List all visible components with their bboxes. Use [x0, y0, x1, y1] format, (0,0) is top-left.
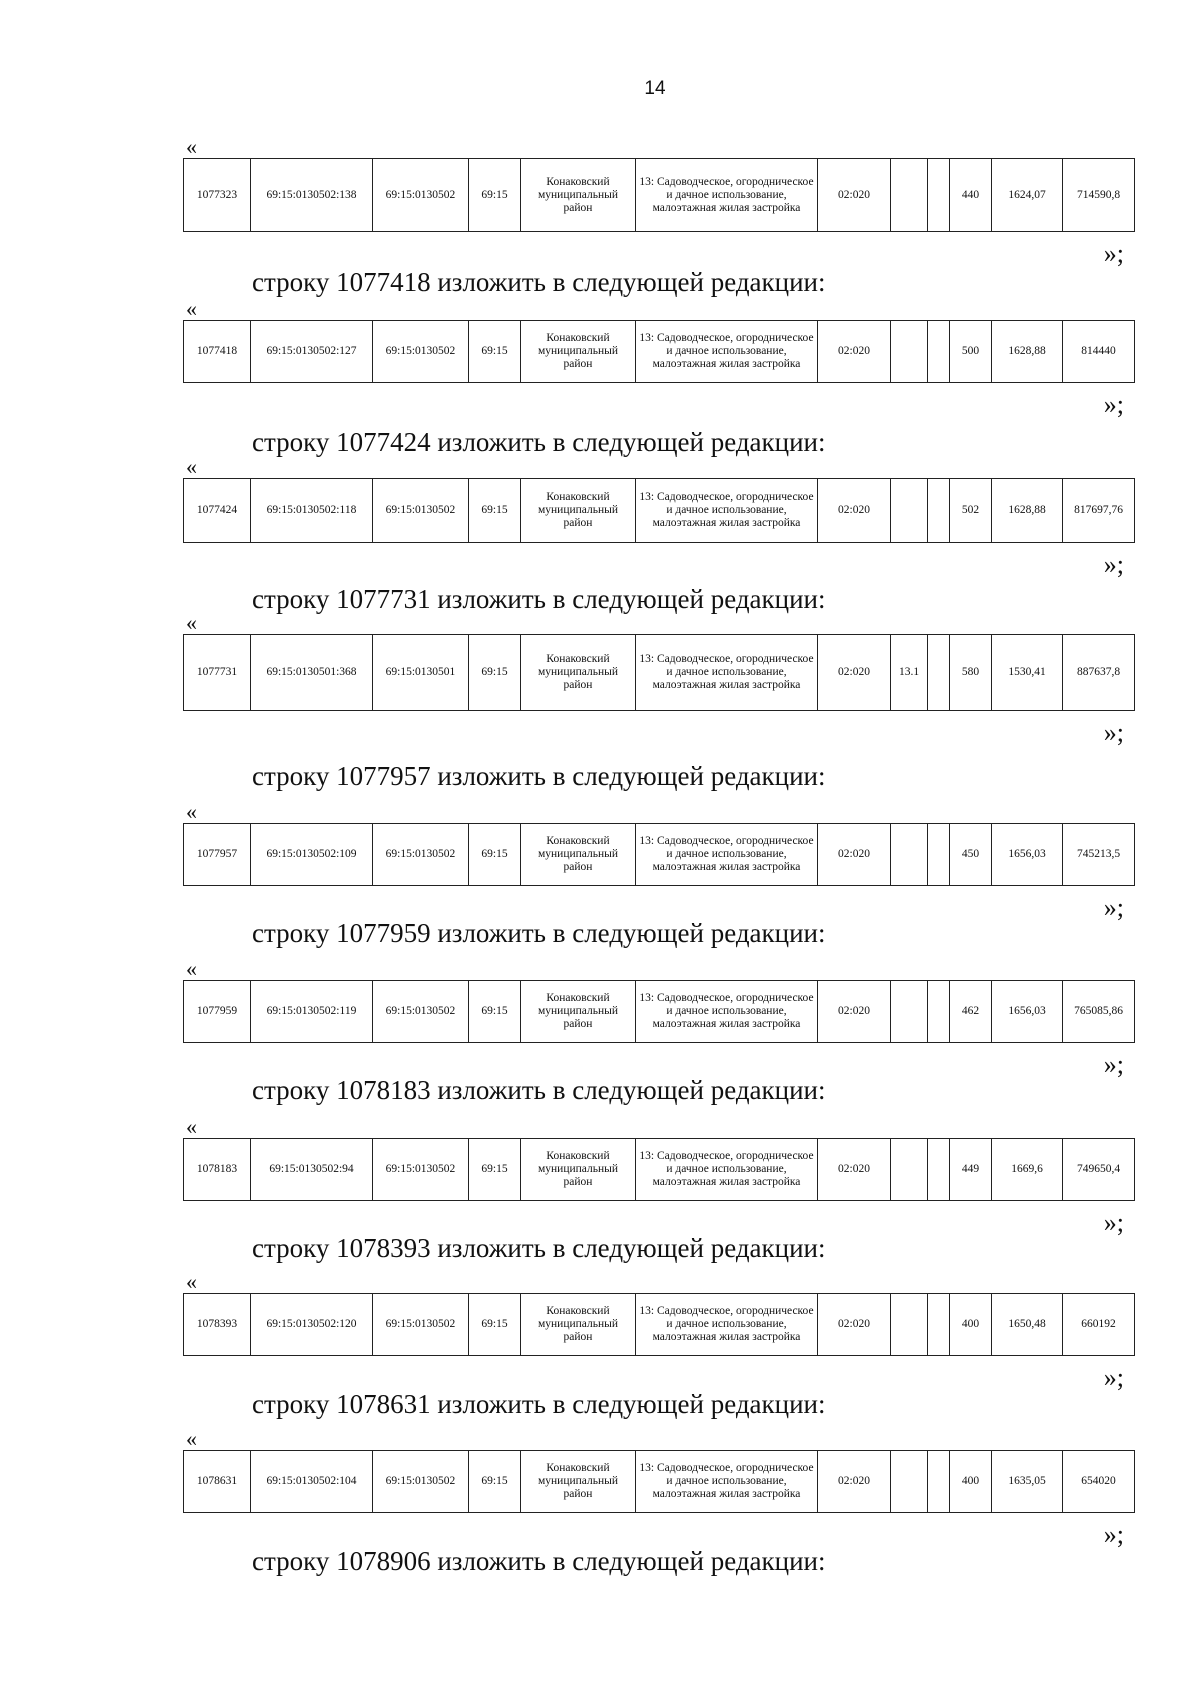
open-quote: « — [186, 454, 197, 479]
cell-extra2 — [928, 981, 950, 1043]
cell-value: 817697,76 — [1063, 479, 1135, 543]
cell-cad: 69:15:0130502:138 — [251, 159, 373, 232]
cell-district: 69:15 — [469, 824, 521, 886]
cell-district: 69:15 — [469, 321, 521, 383]
table-row — [184, 824, 1135, 886]
close-quote: »; — [1103, 1363, 1124, 1392]
cell-rate: 1628,88 — [992, 321, 1063, 383]
cell-code: 02:020 — [818, 159, 891, 232]
row-heading: строку 1078393 изложить в следующей редакции: — [252, 1233, 826, 1263]
cell-code: 02:020 — [818, 1139, 891, 1201]
cell-municipality: Конаковский муниципальный район — [521, 1139, 636, 1201]
open-quote: « — [186, 134, 197, 159]
cell-use: 13: Садоводческое, огородническое и дачное использование, малоэтажная жилая застройка — [636, 479, 818, 543]
cell-municipality: Конаковский муниципальный район — [521, 1294, 636, 1356]
cell-extra1 — [891, 824, 928, 886]
cell-value: 814440 — [1063, 321, 1135, 383]
cell-district: 69:15 — [469, 479, 521, 543]
cell-area: 462 — [950, 981, 992, 1043]
open-quote: « — [186, 956, 197, 981]
cell-rate: 1669,6 — [992, 1139, 1063, 1201]
cell-quarter: 69:15:0130501 — [373, 635, 469, 711]
close-quote: »; — [1103, 893, 1124, 922]
cell-value: 654020 — [1063, 1451, 1135, 1513]
cell-value: 745213,5 — [1063, 824, 1135, 886]
cell-use: 13: Садоводческое, огородническое и дачное использование, малоэтажная жилая застройка — [636, 824, 818, 886]
table-row — [184, 635, 1135, 711]
cell-value: 887637,8 — [1063, 635, 1135, 711]
table-row — [184, 479, 1135, 543]
cell-cad: 69:15:0130502:127 — [251, 321, 373, 383]
open-quote: « — [186, 296, 197, 321]
cell-id: 1078183 — [184, 1139, 251, 1201]
page-number: 14 — [644, 78, 666, 99]
cell-municipality: Конаковский муниципальный район — [521, 635, 636, 711]
data-table — [183, 1293, 1135, 1356]
cell-quarter: 69:15:0130502 — [373, 1451, 469, 1513]
cell-area: 580 — [950, 635, 992, 711]
cell-cad: 69:15:0130502:94 — [251, 1139, 373, 1201]
cell-rate: 1628,88 — [992, 479, 1063, 543]
cell-extra2 — [928, 1139, 950, 1201]
cell-rate: 1635,05 — [992, 1451, 1063, 1513]
cell-extra1 — [891, 1294, 928, 1356]
cell-municipality: Конаковский муниципальный район — [521, 824, 636, 886]
row-heading: строку 1078631 изложить в следующей редакции: — [252, 1389, 826, 1419]
open-quote: « — [186, 1426, 197, 1451]
cell-extra2 — [928, 824, 950, 886]
cell-area: 500 — [950, 321, 992, 383]
cell-use: 13: Садоводческое, огородническое и дачное использование, малоэтажная жилая застройка — [636, 981, 818, 1043]
close-quote: »; — [1103, 718, 1124, 747]
row-heading: строку 1077957 изложить в следующей редакции: — [252, 761, 826, 791]
cell-use: 13: Садоводческое, огородническое и дачное использование, малоэтажная жилая застройка — [636, 321, 818, 383]
cell-area: 400 — [950, 1451, 992, 1513]
cell-area: 400 — [950, 1294, 992, 1356]
cell-value: 765085,86 — [1063, 981, 1135, 1043]
data-table — [183, 823, 1135, 886]
cell-code: 02:020 — [818, 824, 891, 886]
cell-use: 13: Садоводческое, огородническое и дачное использование, малоэтажная жилая застройка — [636, 1451, 818, 1513]
cell-quarter: 69:15:0130502 — [373, 981, 469, 1043]
cell-extra2 — [928, 1294, 950, 1356]
cell-cad: 69:15:0130502:120 — [251, 1294, 373, 1356]
cell-cad: 69:15:0130502:118 — [251, 479, 373, 543]
open-quote: « — [186, 610, 197, 635]
cell-district: 69:15 — [469, 1451, 521, 1513]
cell-extra2 — [928, 321, 950, 383]
open-quote: « — [186, 1269, 197, 1294]
cell-use: 13: Садоводческое, огородническое и дачное использование, малоэтажная жилая застройка — [636, 1294, 818, 1356]
close-quote: »; — [1103, 1208, 1124, 1237]
cell-area: 449 — [950, 1139, 992, 1201]
row-heading: строку 1077959 изложить в следующей редакции: — [252, 918, 826, 948]
cell-extra1 — [891, 1139, 928, 1201]
cell-code: 02:020 — [818, 1451, 891, 1513]
cell-municipality: Конаковский муниципальный район — [521, 479, 636, 543]
cell-rate: 1656,03 — [992, 824, 1063, 886]
cell-use: 13: Садоводческое, огородническое и дачное использование, малоэтажная жилая застройка — [636, 1139, 818, 1201]
cell-district: 69:15 — [469, 1294, 521, 1356]
cell-id: 1077959 — [184, 981, 251, 1043]
cell-district: 69:15 — [469, 981, 521, 1043]
cell-quarter: 69:15:0130502 — [373, 824, 469, 886]
row-heading: строку 1077424 изложить в следующей редакции: — [252, 427, 826, 457]
cell-id: 1077418 — [184, 321, 251, 383]
table-row — [184, 159, 1135, 232]
cell-value: 749650,4 — [1063, 1139, 1135, 1201]
final-heading: строку 1078906 изложить в следующей редакции: — [252, 1546, 826, 1576]
cell-municipality: Конаковский муниципальный район — [521, 159, 636, 232]
cell-cad: 69:15:0130502:104 — [251, 1451, 373, 1513]
cell-extra1: 13.1 — [891, 635, 928, 711]
cell-extra1 — [891, 1451, 928, 1513]
cell-cad: 69:15:0130502:109 — [251, 824, 373, 886]
cell-municipality: Конаковский муниципальный район — [521, 321, 636, 383]
cell-municipality: Конаковский муниципальный район — [521, 981, 636, 1043]
cell-rate: 1650,48 — [992, 1294, 1063, 1356]
cell-id: 1077323 — [184, 159, 251, 232]
cell-value: 714590,8 — [1063, 159, 1135, 232]
table-row — [184, 321, 1135, 383]
cell-district: 69:15 — [469, 159, 521, 232]
data-table — [183, 634, 1135, 711]
open-quote: « — [186, 1114, 197, 1139]
cell-use: 13: Садоводческое, огородническое и дачное использование, малоэтажная жилая застройка — [636, 635, 818, 711]
close-quote: »; — [1103, 239, 1124, 268]
cell-municipality: Конаковский муниципальный район — [521, 1451, 636, 1513]
cell-code: 02:020 — [818, 635, 891, 711]
cell-id: 1077731 — [184, 635, 251, 711]
cell-quarter: 69:15:0130502 — [373, 1294, 469, 1356]
cell-code: 02:020 — [818, 479, 891, 543]
cell-extra1 — [891, 479, 928, 543]
cell-rate: 1530,41 — [992, 635, 1063, 711]
cell-quarter: 69:15:0130502 — [373, 159, 469, 232]
cell-id: 1078393 — [184, 1294, 251, 1356]
cell-extra2 — [928, 159, 950, 232]
table-row — [184, 981, 1135, 1043]
close-quote: »; — [1103, 1050, 1124, 1079]
data-table — [183, 980, 1135, 1043]
cell-area: 450 — [950, 824, 992, 886]
row-heading: строку 1077418 изложить в следующей редакции: — [252, 267, 826, 297]
cell-extra2 — [928, 479, 950, 543]
cell-district: 69:15 — [469, 635, 521, 711]
open-quote: « — [186, 799, 197, 824]
row-heading: строку 1078183 изложить в следующей редакции: — [252, 1075, 826, 1105]
table-row — [184, 1451, 1135, 1513]
data-table — [183, 320, 1135, 383]
cell-quarter: 69:15:0130502 — [373, 479, 469, 543]
table-row — [184, 1294, 1135, 1356]
close-quote: »; — [1103, 1520, 1124, 1549]
cell-id: 1078631 — [184, 1451, 251, 1513]
row-heading: строку 1077731 изложить в следующей редакции: — [252, 584, 826, 614]
cell-cad: 69:15:0130502:119 — [251, 981, 373, 1043]
cell-area: 440 — [950, 159, 992, 232]
cell-rate: 1624,07 — [992, 159, 1063, 232]
data-table — [183, 1450, 1135, 1513]
close-quote: »; — [1103, 550, 1124, 579]
cell-extra1 — [891, 981, 928, 1043]
cell-extra1 — [891, 159, 928, 232]
cell-id: 1077957 — [184, 824, 251, 886]
table-row — [184, 1139, 1135, 1201]
close-quote: »; — [1103, 390, 1124, 419]
cell-code: 02:020 — [818, 321, 891, 383]
data-table — [183, 158, 1135, 232]
cell-quarter: 69:15:0130502 — [373, 321, 469, 383]
cell-value: 660192 — [1063, 1294, 1135, 1356]
cell-extra1 — [891, 321, 928, 383]
cell-use: 13: Садоводческое, огородническое и дачное использование, малоэтажная жилая застройка — [636, 159, 818, 232]
cell-id: 1077424 — [184, 479, 251, 543]
data-table — [183, 1138, 1135, 1201]
cell-area: 502 — [950, 479, 992, 543]
cell-rate: 1656,03 — [992, 981, 1063, 1043]
cell-extra2 — [928, 1451, 950, 1513]
cell-district: 69:15 — [469, 1139, 521, 1201]
cell-code: 02:020 — [818, 981, 891, 1043]
cell-code: 02:020 — [818, 1294, 891, 1356]
cell-cad: 69:15:0130501:368 — [251, 635, 373, 711]
data-table — [183, 478, 1135, 543]
cell-extra2 — [928, 635, 950, 711]
cell-quarter: 69:15:0130502 — [373, 1139, 469, 1201]
